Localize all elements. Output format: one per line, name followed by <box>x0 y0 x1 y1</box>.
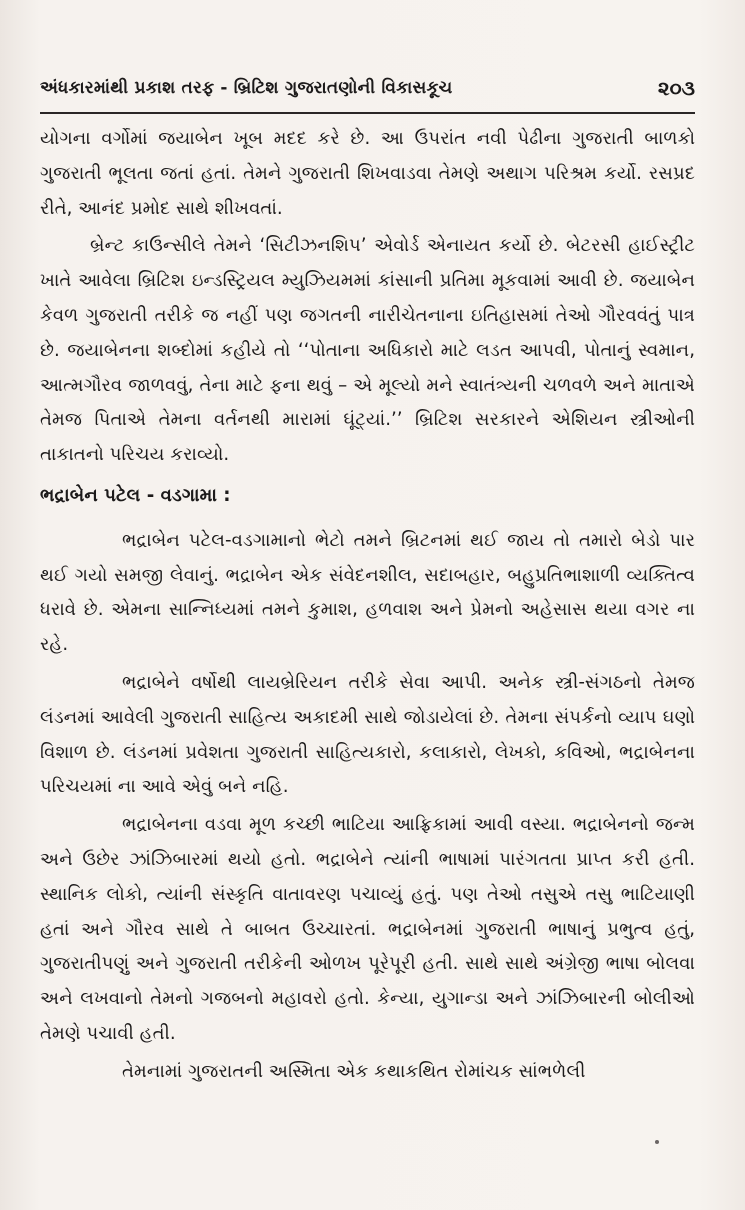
page-speck <box>655 1140 659 1144</box>
section-paragraph-4: તેમનામાં ગુજરાતની અસ્મિતા એક કથાકથિત રોમાંચક સાંભળેલી <box>122 1060 586 1082</box>
paragraph-1: યોગના વર્ગોમાં જયાબેન ખૂબ મદદ કરે છે. આ ઉપરાંત નવી પેઢીના ગુજરાતી બાળકો ગુજરાતી ભૂલતા જતાં હતાં. તેમને ગુજરાતી શિખવાડવા તેમણે અથાગ પરિશ્રમ કર્યો. રસપ્રદ રીતે, આનંદ પ્રમોદ સાથે શીખવતાં. <box>40 128 695 219</box>
page-number: ૨૦૩ <box>657 76 695 100</box>
running-title: અંધકારમાંથી પ્રકાશ તરફ - બ્રિટિશ ગુજરાતણોની વિકાસકૂચ <box>40 78 453 98</box>
paragraph-2: બ્રેન્ટ કાઉન્સીલે તેમને ‘સિટીઝનશિપ’ એવોર્ડ એનાયત કર્યો છે. બેટરસી હાઈસ્ટ્રીટ ખાતે આવેલા બ્રિટિશ ઇન્ડસ્ટ્રિયલ મ્યુઝિયમમાં કાંસાની પ્રતિમા મૂકવામાં આવી છે. જયાબેન કેવળ ગુજરાતી તરીકે જ નહીં પણ જગતની નારીચેતનાના ઇતિહાસમાં તેઓ ગૌરવવંતું પાત્ર છે. જયાબેનના શબ્દોમાં કહીયે તો ‘‘પોતાના અધિકારો માટે લડત આપવી, પોતાનું સ્વમાન, આત્મગૌરવ જાળવવું, તેના માટે ફના થવું – એ મૂલ્યો મને સ્વાતંત્ર્યની ચળવળે અને માતાએ તેમજ પિતાએ તેમના વર્તનથી મારામાં ઘૂંટ્યાં.’’ બ્રિટિશ સરકારને એશિયન સ્ત્રીઓની તાકાતનો પરિચય કરાવ્યો. <box>40 235 695 466</box>
section-paragraph-1: ભદ્રાબેન પટેલ-વડગામાનો ભેટો તમને બ્રિટનમાં થઈ જાય તો તમારો બેડો પાર થઈ ગયો સમજી લેવાનું. ભદ્રાબેન એક સંવેદનશીલ, સદાબહાર, બહુપ્રતિભાશાળી વ્યક્તિત્વ ધરાવે છે. એમના સાન્નિધ્યમાં તમને કુમાશ, હળવાશ અને પ્રેમનો અહેસાસ થયા વગર ના રહે. <box>40 529 695 656</box>
section-paragraph-3: ભદ્રાબેનના વડવા મૂળ કચ્છી ભાટિયા આફ્રિકામાં આવી વસ્યા. ભદ્રાબેનનો જન્મ અને ઉછેર ઝાંઝિબારમાં થયો હતો. ભદ્રાબેને ત્યાંની ભાષામાં પારંગતતા પ્રાપ્ત કરી હતી. સ્થાનિક લોકો, ત્યાંની સંસ્કૃતિ વાતાવરણ પચાવ્યું હતું. પણ તેઓ તસુએ તસુ ભાટિયાણી હતાં અને ગૌરવ સાથે તે બાબત ઉચ્ચારતાં. ભદ્રાબેનમાં ગુજરાતી ભાષાનું પ્રભુત્વ હતું, ગુજરાતીપણું અને ગુજરાતી તરીકેની ઓળખ પૂરેપૂરી હતી. સાથે સાથે અંગ્રેજી ભાષા બોલવા અને લખવાનો તેમનો ગજબનો મહાવરો હતો. કેન્યા, યુગાન્ડા અને ઝાંઝિબારની બોલીઓ તેમણે પચાવી હતી. <box>40 814 695 1044</box>
body-text <box>40 122 695 1093</box>
header-rule <box>40 112 695 114</box>
section-paragraph-2: ભદ્રાબેને વર્ષોથી લાયબ્રેરિયન તરીકે સેવા આપી. અનેક સ્ત્રી-સંગઠનો તેમજ લંડનમાં આવેલી ગુજરાતી સાહિત્ય અકાદમી સાથે જોડાયેલાં છે. તેમના સંપર્કનો વ્યાપ ઘણો વિશાળ છે. લંડનમાં પ્રવેશતા ગુજરાતી સાહિત્યકારો, કલાકારો, લેખકો, કવિઓ, ભદ્રાબેનના પરિચયમાં ના આવે એવું બને નહિ. <box>40 671 695 798</box>
section-heading: ભદ્રાબેન પટેલ - વડગામા : <box>40 484 231 506</box>
page-header <box>40 78 695 112</box>
